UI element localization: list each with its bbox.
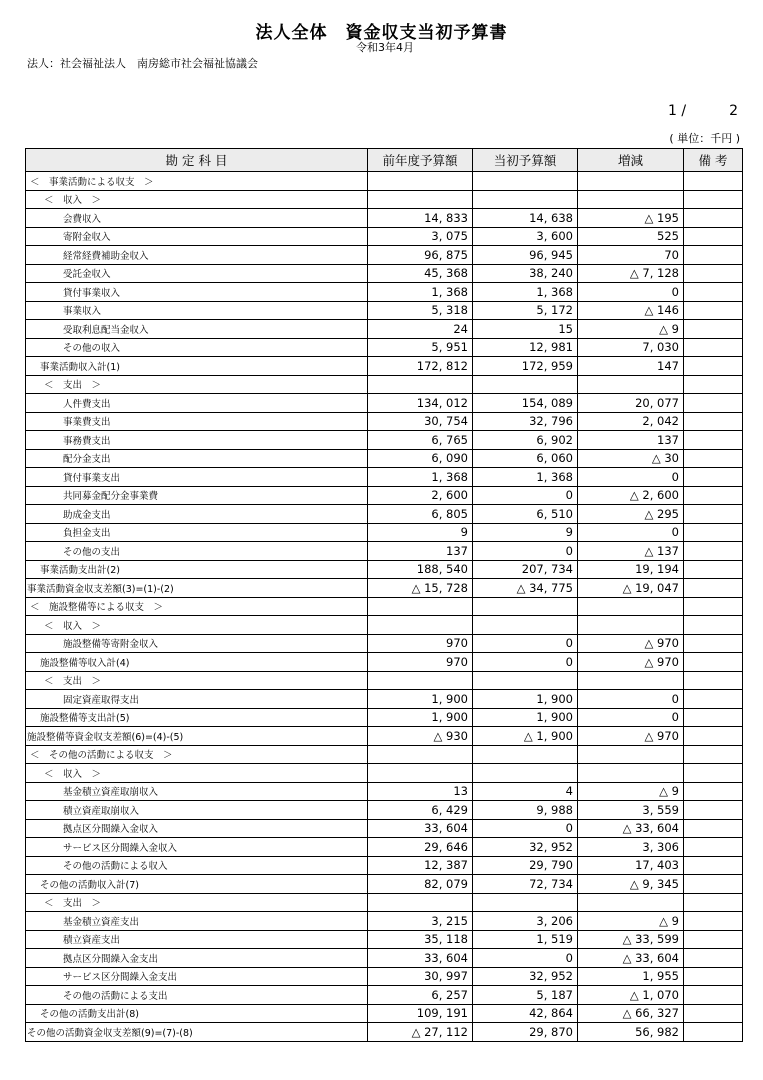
change-cell: 0 xyxy=(578,468,684,487)
row-label: 受取利息配当金収入 xyxy=(26,320,368,339)
table-row xyxy=(26,967,743,986)
prev-budget-cell: 970 xyxy=(368,634,473,653)
note-cell xyxy=(684,764,743,783)
initial-budget-cell: 32, 796 xyxy=(473,412,578,431)
prev-budget-cell: 35, 118 xyxy=(368,930,473,949)
note-cell xyxy=(684,394,743,413)
col-header-initial-budget: 当初予算額 xyxy=(473,149,578,172)
change-cell: 0 xyxy=(578,283,684,302)
initial-budget-cell xyxy=(473,616,578,635)
table-row xyxy=(26,431,743,450)
change-cell: △ 33, 599 xyxy=(578,930,684,949)
prev-budget-cell: 30, 997 xyxy=(368,967,473,986)
table-row xyxy=(26,856,743,875)
note-cell xyxy=(684,616,743,635)
prev-budget-cell: 109, 191 xyxy=(368,1004,473,1023)
note-cell xyxy=(684,523,743,542)
note-cell xyxy=(684,912,743,931)
change-cell: △ 30 xyxy=(578,449,684,468)
table-row xyxy=(26,449,743,468)
table-row xyxy=(26,227,743,246)
table-row xyxy=(26,912,743,931)
change-cell: 17, 403 xyxy=(578,856,684,875)
initial-budget-cell: 29, 870 xyxy=(473,1023,578,1042)
row-label: 施設整備等寄附金収入 xyxy=(26,634,368,653)
table-row xyxy=(26,986,743,1005)
initial-budget-cell: 1, 900 xyxy=(473,690,578,709)
row-label: 基金積立資産支出 xyxy=(26,912,368,931)
note-cell xyxy=(684,209,743,228)
prev-budget-cell xyxy=(368,597,473,616)
table-row xyxy=(26,819,743,838)
initial-budget-cell xyxy=(473,190,578,209)
prev-budget-cell: 24 xyxy=(368,320,473,339)
initial-budget-cell: △ 1, 900 xyxy=(473,727,578,746)
note-cell xyxy=(684,338,743,357)
prev-budget-cell xyxy=(368,616,473,635)
initial-budget-cell: 96, 945 xyxy=(473,246,578,265)
prev-budget-cell: 6, 090 xyxy=(368,449,473,468)
table-row xyxy=(26,930,743,949)
prev-budget-cell: 33, 604 xyxy=(368,949,473,968)
prev-budget-cell xyxy=(368,172,473,191)
row-label: 拠点区分間繰入金支出 xyxy=(26,949,368,968)
page-total: 2 xyxy=(729,103,738,119)
change-cell: 137 xyxy=(578,431,684,450)
note-cell xyxy=(684,542,743,561)
prev-budget-cell: 30, 754 xyxy=(368,412,473,431)
note-cell xyxy=(684,449,743,468)
initial-budget-cell: 1, 519 xyxy=(473,930,578,949)
row-label: 事業活動収入計(1) xyxy=(26,357,368,376)
initial-budget-cell: 9 xyxy=(473,523,578,542)
note-cell xyxy=(684,301,743,320)
initial-budget-cell: 6, 510 xyxy=(473,505,578,524)
table-row xyxy=(26,616,743,635)
table-row xyxy=(26,505,743,524)
initial-budget-cell xyxy=(473,764,578,783)
note-cell xyxy=(684,893,743,912)
note-cell xyxy=(684,875,743,894)
prev-budget-cell: 1, 900 xyxy=(368,690,473,709)
prev-budget-cell: 82, 079 xyxy=(368,875,473,894)
table-row xyxy=(26,560,743,579)
initial-budget-cell: 1, 900 xyxy=(473,708,578,727)
prev-budget-cell: 2, 600 xyxy=(368,486,473,505)
initial-budget-cell xyxy=(473,671,578,690)
row-label: 負担金支出 xyxy=(26,523,368,542)
unit-label: ( 単位：千円 ) xyxy=(669,132,740,145)
change-cell: △ 970 xyxy=(578,634,684,653)
table-row xyxy=(26,782,743,801)
prev-budget-cell: 9 xyxy=(368,523,473,542)
table-row xyxy=(26,209,743,228)
row-label: ＜ 支出 ＞ xyxy=(26,375,368,394)
prev-budget-cell: 33, 604 xyxy=(368,819,473,838)
table-row xyxy=(26,708,743,727)
initial-budget-cell xyxy=(473,172,578,191)
change-cell: 20, 077 xyxy=(578,394,684,413)
row-label: 積立資産取崩収入 xyxy=(26,801,368,820)
initial-budget-cell: 42, 864 xyxy=(473,1004,578,1023)
initial-budget-cell: 29, 790 xyxy=(473,856,578,875)
prev-budget-cell: 1, 368 xyxy=(368,283,473,302)
initial-budget-cell: 4 xyxy=(473,782,578,801)
col-header-change: 増減 xyxy=(578,149,684,172)
change-cell: △ 33, 604 xyxy=(578,819,684,838)
change-cell xyxy=(578,893,684,912)
prev-budget-cell: 29, 646 xyxy=(368,838,473,857)
row-label: その他の活動資金収支差額(9)=(7)-(8) xyxy=(26,1023,368,1042)
change-cell: 56, 982 xyxy=(578,1023,684,1042)
row-label: 基金積立資産取崩収入 xyxy=(26,782,368,801)
note-cell xyxy=(684,967,743,986)
corporation-name: 法人：社会福祉法人 南房総市社会福祉協議会 xyxy=(27,57,258,70)
table-row xyxy=(26,801,743,820)
table-row xyxy=(26,338,743,357)
change-cell: △ 1, 070 xyxy=(578,986,684,1005)
initial-budget-cell: 32, 952 xyxy=(473,838,578,857)
note-cell xyxy=(684,468,743,487)
note-cell xyxy=(684,505,743,524)
change-cell: 0 xyxy=(578,523,684,542)
change-cell: △ 33, 604 xyxy=(578,949,684,968)
row-label: 会費収入 xyxy=(26,209,368,228)
change-cell: △ 970 xyxy=(578,653,684,672)
prev-budget-cell xyxy=(368,745,473,764)
row-label: その他の支出 xyxy=(26,542,368,561)
prev-budget-cell: 5, 318 xyxy=(368,301,473,320)
table-row xyxy=(26,283,743,302)
col-header-note: 備 考 xyxy=(684,149,743,172)
note-cell xyxy=(684,172,743,191)
row-label: その他の活動による収入 xyxy=(26,856,368,875)
row-label: 固定資産取得支出 xyxy=(26,690,368,709)
initial-budget-cell: 14, 638 xyxy=(473,209,578,228)
prev-budget-cell: 970 xyxy=(368,653,473,672)
row-label: 事業費支出 xyxy=(26,412,368,431)
change-cell: 0 xyxy=(578,690,684,709)
change-cell: △ 19, 047 xyxy=(578,579,684,598)
change-cell xyxy=(578,375,684,394)
initial-budget-cell xyxy=(473,745,578,764)
budget-table xyxy=(25,148,743,1042)
table-row xyxy=(26,320,743,339)
note-cell xyxy=(684,671,743,690)
table-row xyxy=(26,542,743,561)
prev-budget-cell: 6, 429 xyxy=(368,801,473,820)
change-cell: △ 295 xyxy=(578,505,684,524)
row-label: その他の活動収入計(7) xyxy=(26,875,368,894)
table-row xyxy=(26,671,743,690)
change-cell xyxy=(578,172,684,191)
row-label: ＜ 支出 ＞ xyxy=(26,671,368,690)
initial-budget-cell: 0 xyxy=(473,542,578,561)
change-cell: 19, 194 xyxy=(578,560,684,579)
prev-budget-cell: 1, 368 xyxy=(368,468,473,487)
initial-budget-cell: 154, 089 xyxy=(473,394,578,413)
prev-budget-cell: 96, 875 xyxy=(368,246,473,265)
note-cell xyxy=(684,431,743,450)
change-cell: 525 xyxy=(578,227,684,246)
row-label: ＜ 支出 ＞ xyxy=(26,893,368,912)
prev-budget-cell: 6, 257 xyxy=(368,986,473,1005)
change-cell: △ 195 xyxy=(578,209,684,228)
change-cell xyxy=(578,764,684,783)
note-cell xyxy=(684,1023,743,1042)
change-cell xyxy=(578,597,684,616)
row-label: 貸付事業収入 xyxy=(26,283,368,302)
note-cell xyxy=(684,357,743,376)
initial-budget-cell xyxy=(473,597,578,616)
note-cell xyxy=(684,246,743,265)
table-row xyxy=(26,172,743,191)
initial-budget-cell: 3, 206 xyxy=(473,912,578,931)
note-cell xyxy=(684,412,743,431)
table-row xyxy=(26,523,743,542)
initial-budget-cell: 72, 734 xyxy=(473,875,578,894)
note-cell xyxy=(684,634,743,653)
initial-budget-cell: 12, 981 xyxy=(473,338,578,357)
initial-budget-cell: 32, 952 xyxy=(473,967,578,986)
table-header-row xyxy=(26,149,743,172)
note-cell xyxy=(684,283,743,302)
initial-budget-cell xyxy=(473,893,578,912)
initial-budget-cell: 0 xyxy=(473,486,578,505)
row-label: ＜ 事業活動による収支 ＞ xyxy=(26,172,368,191)
change-cell: △ 66, 327 xyxy=(578,1004,684,1023)
row-label: 施設整備等資金収支差額(6)=(4)-(5) xyxy=(26,727,368,746)
change-cell xyxy=(578,190,684,209)
initial-budget-cell: 5, 187 xyxy=(473,986,578,1005)
note-cell xyxy=(684,986,743,1005)
note-cell xyxy=(684,801,743,820)
col-header-account: 勘 定 科 目 xyxy=(26,149,368,172)
row-label: サービス区分間繰入金収入 xyxy=(26,838,368,857)
note-cell xyxy=(684,949,743,968)
initial-budget-cell: △ 34, 775 xyxy=(473,579,578,598)
row-label: サービス区分間繰入金支出 xyxy=(26,967,368,986)
change-cell xyxy=(578,671,684,690)
note-cell xyxy=(684,819,743,838)
page-number xyxy=(668,103,738,119)
table-row xyxy=(26,893,743,912)
prev-budget-cell: 188, 540 xyxy=(368,560,473,579)
prev-budget-cell: 3, 075 xyxy=(368,227,473,246)
change-cell: 2, 042 xyxy=(578,412,684,431)
note-cell xyxy=(684,1004,743,1023)
prev-budget-cell xyxy=(368,190,473,209)
table-row xyxy=(26,357,743,376)
row-label: 事業収入 xyxy=(26,301,368,320)
change-cell: △ 2, 600 xyxy=(578,486,684,505)
row-label: その他の活動支出計(8) xyxy=(26,1004,368,1023)
prev-budget-cell: 134, 012 xyxy=(368,394,473,413)
initial-budget-cell: 9, 988 xyxy=(473,801,578,820)
note-cell xyxy=(684,579,743,598)
initial-budget-cell: 1, 368 xyxy=(473,468,578,487)
table-row xyxy=(26,1023,743,1042)
note-cell xyxy=(684,320,743,339)
change-cell xyxy=(578,616,684,635)
prev-budget-cell: 6, 765 xyxy=(368,431,473,450)
page-current: 1 / xyxy=(668,103,687,119)
table-row xyxy=(26,597,743,616)
table-row xyxy=(26,764,743,783)
note-cell xyxy=(684,227,743,246)
table-row xyxy=(26,745,743,764)
initial-budget-cell: 3, 600 xyxy=(473,227,578,246)
prev-budget-cell: 5, 951 xyxy=(368,338,473,357)
row-label: 寄附金収入 xyxy=(26,227,368,246)
table-row xyxy=(26,246,743,265)
initial-budget-cell: 172, 959 xyxy=(473,357,578,376)
note-cell xyxy=(684,782,743,801)
note-cell xyxy=(684,838,743,857)
row-label: ＜ その他の活動による収支 ＞ xyxy=(26,745,368,764)
prev-budget-cell: 14, 833 xyxy=(368,209,473,228)
prev-budget-cell: △ 930 xyxy=(368,727,473,746)
row-label: 経常経費補助金収入 xyxy=(26,246,368,265)
table-row xyxy=(26,468,743,487)
initial-budget-cell: 6, 060 xyxy=(473,449,578,468)
prev-budget-cell: 3, 215 xyxy=(368,912,473,931)
prev-budget-cell xyxy=(368,375,473,394)
change-cell: △ 970 xyxy=(578,727,684,746)
row-label: 共同募金配分金事業費 xyxy=(26,486,368,505)
initial-budget-cell: 6, 902 xyxy=(473,431,578,450)
row-label: その他の活動による支出 xyxy=(26,986,368,1005)
change-cell: △ 9 xyxy=(578,782,684,801)
table-row xyxy=(26,264,743,283)
prev-budget-cell: 137 xyxy=(368,542,473,561)
row-label: 貸付事業支出 xyxy=(26,468,368,487)
row-label: 事務費支出 xyxy=(26,431,368,450)
note-cell xyxy=(684,745,743,764)
table-row xyxy=(26,579,743,598)
table-row xyxy=(26,949,743,968)
table-row xyxy=(26,486,743,505)
row-label: 人件費支出 xyxy=(26,394,368,413)
change-cell: △ 9 xyxy=(578,320,684,339)
note-cell xyxy=(684,597,743,616)
change-cell: 70 xyxy=(578,246,684,265)
note-cell xyxy=(684,560,743,579)
initial-budget-cell: 1, 368 xyxy=(473,283,578,302)
row-label: ＜ 収入 ＞ xyxy=(26,190,368,209)
table-row xyxy=(26,875,743,894)
note-cell xyxy=(684,190,743,209)
table-row xyxy=(26,838,743,857)
note-cell xyxy=(684,264,743,283)
change-cell: 147 xyxy=(578,357,684,376)
row-label: 助成金支出 xyxy=(26,505,368,524)
row-label: 積立資産支出 xyxy=(26,930,368,949)
change-cell: 7, 030 xyxy=(578,338,684,357)
row-label: ＜ 施設整備等による収支 ＞ xyxy=(26,597,368,616)
row-label: 施設整備等収入計(4) xyxy=(26,653,368,672)
change-cell: 1, 955 xyxy=(578,967,684,986)
prev-budget-cell xyxy=(368,671,473,690)
change-cell xyxy=(578,745,684,764)
note-cell xyxy=(684,930,743,949)
table-row xyxy=(26,690,743,709)
initial-budget-cell: 207, 734 xyxy=(473,560,578,579)
note-cell xyxy=(684,375,743,394)
initial-budget-cell: 38, 240 xyxy=(473,264,578,283)
prev-budget-cell: 1, 900 xyxy=(368,708,473,727)
row-label: 施設整備等支出計(5) xyxy=(26,708,368,727)
table-row xyxy=(26,375,743,394)
prev-budget-cell: 6, 805 xyxy=(368,505,473,524)
initial-budget-cell: 5, 172 xyxy=(473,301,578,320)
change-cell: 3, 306 xyxy=(578,838,684,857)
change-cell: △ 146 xyxy=(578,301,684,320)
change-cell: 3, 559 xyxy=(578,801,684,820)
initial-budget-cell: 0 xyxy=(473,653,578,672)
prev-budget-cell: △ 27, 112 xyxy=(368,1023,473,1042)
change-cell: △ 9 xyxy=(578,912,684,931)
col-header-prev-budget: 前年度予算額 xyxy=(368,149,473,172)
table-row xyxy=(26,634,743,653)
note-cell xyxy=(684,708,743,727)
row-label: 受託金収入 xyxy=(26,264,368,283)
table-row xyxy=(26,727,743,746)
row-label: 事業活動支出計(2) xyxy=(26,560,368,579)
note-cell xyxy=(684,653,743,672)
initial-budget-cell: 0 xyxy=(473,634,578,653)
initial-budget-cell: 15 xyxy=(473,320,578,339)
table-row xyxy=(26,653,743,672)
row-label: 配分金支出 xyxy=(26,449,368,468)
prev-budget-cell: 13 xyxy=(368,782,473,801)
row-label: ＜ 収入 ＞ xyxy=(26,616,368,635)
prev-budget-cell: 172, 812 xyxy=(368,357,473,376)
prev-budget-cell xyxy=(368,764,473,783)
table-row xyxy=(26,394,743,413)
table-body xyxy=(26,172,743,1042)
note-cell xyxy=(684,690,743,709)
row-label: 事業活動資金収支差額(3)=(1)-(2) xyxy=(26,579,368,598)
document-date: 令和3年4月 xyxy=(356,41,414,54)
change-cell: △ 7, 128 xyxy=(578,264,684,283)
prev-budget-cell: △ 15, 728 xyxy=(368,579,473,598)
table-row xyxy=(26,412,743,431)
initial-budget-cell: 0 xyxy=(473,949,578,968)
note-cell xyxy=(684,486,743,505)
table-row xyxy=(26,1004,743,1023)
table-row xyxy=(26,301,743,320)
prev-budget-cell: 12, 387 xyxy=(368,856,473,875)
prev-budget-cell xyxy=(368,893,473,912)
initial-budget-cell: 0 xyxy=(473,819,578,838)
change-cell: 0 xyxy=(578,708,684,727)
change-cell: △ 137 xyxy=(578,542,684,561)
table-row xyxy=(26,190,743,209)
row-label: 拠点区分間繰入金収入 xyxy=(26,819,368,838)
row-label: その他の収入 xyxy=(26,338,368,357)
initial-budget-cell xyxy=(473,375,578,394)
row-label: ＜ 収入 ＞ xyxy=(26,764,368,783)
note-cell xyxy=(684,727,743,746)
document-title: 法人全体 資金収支当初予算書 xyxy=(255,23,508,43)
note-cell xyxy=(684,856,743,875)
change-cell: △ 9, 345 xyxy=(578,875,684,894)
prev-budget-cell: 45, 368 xyxy=(368,264,473,283)
